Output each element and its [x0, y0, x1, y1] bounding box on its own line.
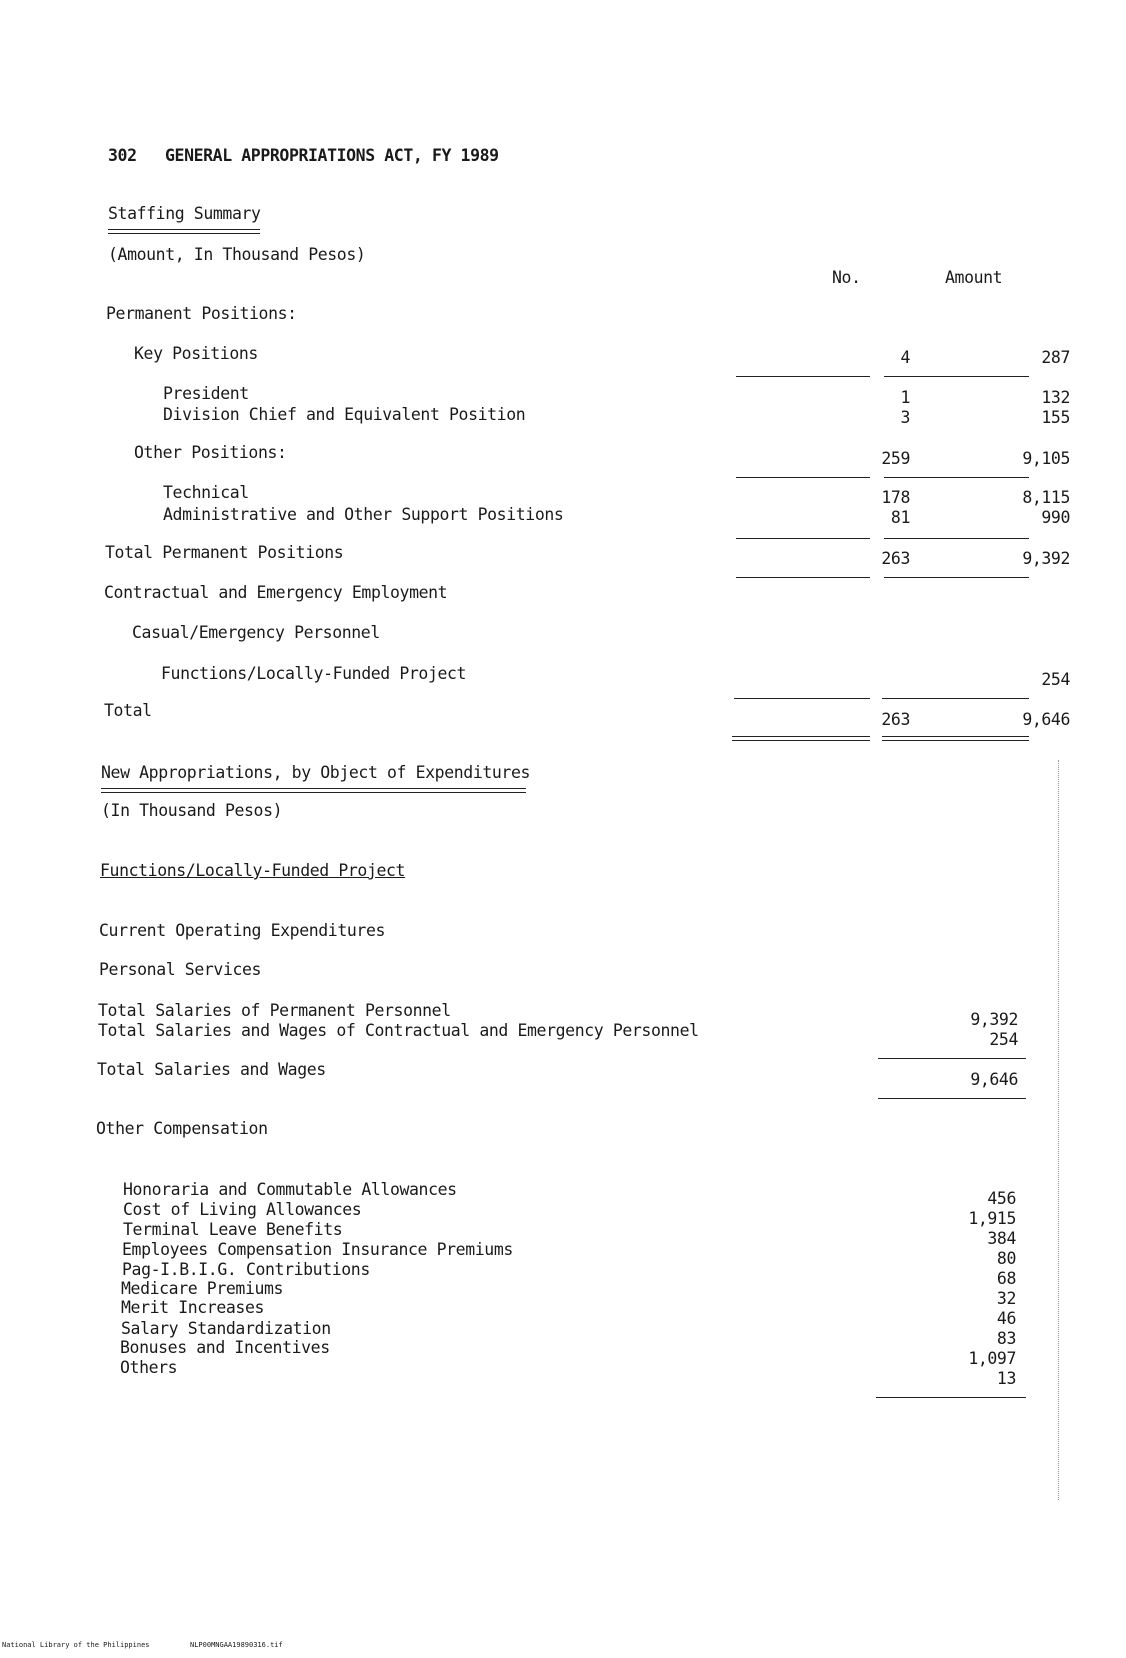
division-chief-label: Division Chief and Equivalent Position	[163, 405, 526, 424]
other-compensation-label: Other Compensation	[96, 1119, 268, 1138]
list-item-label: Salary Standardization	[121, 1319, 331, 1338]
column-header-no: No.	[832, 268, 861, 287]
rule	[884, 577, 1029, 578]
total-permanent-no: 263	[881, 549, 910, 568]
rule	[736, 577, 870, 578]
key-positions-amount: 287	[1041, 348, 1070, 367]
list-item-label: Pag-I.B.I.G. Contributions	[122, 1260, 370, 1279]
contractual-label: Contractual and Emergency Employment	[104, 583, 448, 602]
list-item-label: Bonuses and Incentives	[120, 1338, 330, 1357]
division-chief-no: 3	[900, 408, 910, 427]
technical-label: Technical	[163, 483, 249, 502]
list-item-amount: 1,097	[968, 1349, 1016, 1368]
rule	[884, 477, 1029, 478]
admin-support-label: Administrative and Other Support Positions	[163, 505, 564, 524]
list-item-label: Medicare Premiums	[121, 1279, 284, 1298]
total-salaries-amount: 9,646	[970, 1070, 1018, 1089]
functions-label: Functions/Locally-Funded Project	[161, 664, 467, 683]
footer-library: National Library of the Philippines	[2, 1641, 150, 1649]
appropriations-heading-underline	[101, 788, 526, 793]
footer-filename: NLP00MNGAA19890316.tif	[190, 1641, 283, 1649]
president-amount: 132	[1041, 388, 1070, 407]
casual-label: Casual/Emergency Personnel	[132, 623, 380, 642]
list-item-label: Employees Compensation Insurance Premiums	[122, 1240, 513, 1259]
list-item-amount: 68	[996, 1269, 1016, 1288]
rule	[876, 1397, 1026, 1398]
list-item-label: Merit Increases	[121, 1298, 265, 1317]
list-item-label: Honoraria and Commutable Allowances	[123, 1180, 457, 1199]
total-amount: 9,646	[1022, 710, 1070, 729]
rule	[736, 376, 870, 377]
appropriations-heading: New Appropriations, by Object of Expenditures	[101, 763, 531, 782]
other-positions-label: Other Positions:	[134, 443, 287, 462]
list-item-label: Cost of Living Allowances	[123, 1200, 362, 1219]
staffing-heading-underline	[108, 229, 260, 234]
rule	[734, 698, 870, 699]
admin-support-amount: 990	[1041, 508, 1070, 527]
rule	[878, 1098, 1026, 1099]
double-rule	[732, 736, 870, 741]
technical-amount: 8,115	[1022, 488, 1070, 507]
total-permanent-label: Total Permanent Positions	[105, 543, 344, 562]
staffing-heading: Staffing Summary	[108, 204, 261, 223]
staffing-units: (Amount, In Thousand Pesos)	[108, 245, 366, 264]
total-permanent-amount: 9,392	[1022, 549, 1070, 568]
permanent-positions-label: Permanent Positions:	[106, 304, 297, 323]
admin-support-no: 81	[890, 508, 910, 527]
total-no: 263	[881, 710, 910, 729]
list-item-amount: 80	[996, 1249, 1016, 1268]
other-positions-no: 259	[881, 449, 910, 468]
functions-amount: 254	[1041, 670, 1070, 689]
rule	[736, 477, 870, 478]
president-no: 1	[900, 388, 910, 407]
personal-services-label: Personal Services	[99, 960, 262, 979]
appropriations-units: (In Thousand Pesos)	[101, 801, 283, 820]
list-item-amount: 83	[996, 1329, 1016, 1348]
list-item-amount: 13	[996, 1369, 1016, 1388]
salaries-permanent-amount: 9,392	[970, 1010, 1018, 1029]
total-salaries-label: Total Salaries and Wages	[97, 1060, 326, 1079]
salaries-contractual-amount: 254	[989, 1030, 1018, 1049]
double-rule	[882, 736, 1029, 741]
scan-edge-line	[1058, 760, 1059, 1500]
rule	[736, 538, 870, 539]
rule	[884, 376, 1029, 377]
rule	[882, 698, 1029, 699]
rule	[878, 1058, 1026, 1059]
technical-no: 178	[881, 488, 910, 507]
current-operating-label: Current Operating Expenditures	[99, 921, 386, 940]
key-positions-label: Key Positions	[134, 344, 258, 363]
division-chief-amount: 155	[1041, 408, 1070, 427]
total-label: Total	[104, 701, 152, 720]
list-item-label: Others	[120, 1358, 178, 1377]
page-number: 302	[108, 146, 137, 165]
list-item-amount: 32	[996, 1289, 1016, 1308]
list-item-amount: 384	[987, 1229, 1016, 1248]
president-label: President	[163, 384, 249, 403]
key-positions-no: 4	[900, 348, 910, 367]
page-title: GENERAL APPROPRIATIONS ACT, FY 1989	[165, 146, 499, 165]
rule	[884, 538, 1029, 539]
list-item-amount: 1,915	[968, 1209, 1016, 1228]
list-item-label: Terminal Leave Benefits	[123, 1220, 343, 1239]
project-heading: Functions/Locally-Funded Project	[100, 861, 406, 880]
column-header-amount: Amount	[945, 268, 1003, 287]
other-positions-amount: 9,105	[1022, 449, 1070, 468]
list-item-amount: 46	[996, 1309, 1016, 1328]
salaries-contractual-label: Total Salaries and Wages of Contractual and Emergency Personnel	[98, 1021, 699, 1040]
salaries-permanent-label: Total Salaries of Permanent Personnel	[98, 1001, 451, 1020]
list-item-amount: 456	[987, 1189, 1016, 1208]
